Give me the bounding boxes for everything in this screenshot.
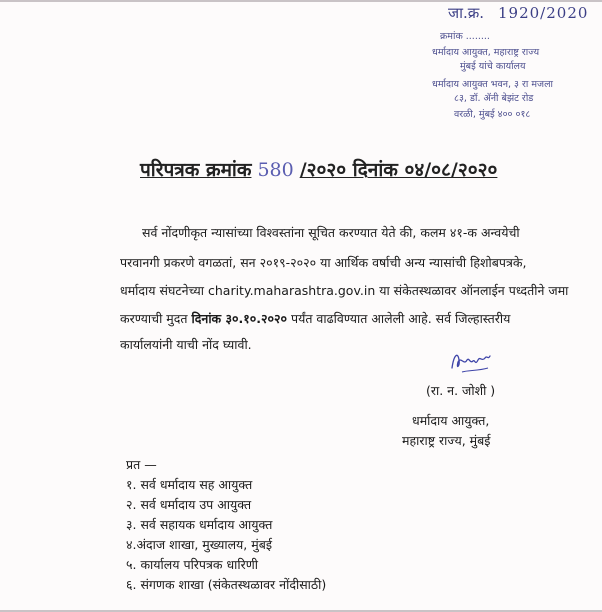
signatory-designation: धर्मादाय आयुक्त, xyxy=(412,413,490,428)
body-line-4-post: पर्यंत वाढविण्यात आलेली आहे. सर्व जिल्हास्तरीय xyxy=(287,311,511,326)
copy-item: ३. सर्व सहायक धर्मादाय आयुक्त xyxy=(126,517,273,532)
circular-heading xyxy=(140,156,497,182)
body-line-4 xyxy=(120,310,580,327)
body-line-2: परवानगी प्रकरणे वगळतां, सन २०१९-२०२० या आर्थिक वर्षाची अन्य न्यासांची हिशोबपत्रके, xyxy=(120,255,527,270)
copy-item: ५. कार्यालय परिपत्रक धारिणी xyxy=(126,557,259,572)
signature-icon xyxy=(448,348,494,376)
stamp-line-4: ८३, डॉ. ॲनी बेझंट रोड xyxy=(454,93,534,104)
copy-item: ६. संगणक शाखा (संकेतस्थळावर नोंदीसाठी) xyxy=(126,577,327,592)
stamp-line-2: मुंबई यांचे कार्यालय xyxy=(460,61,526,72)
copy-item: २. सर्व धर्मादाय उप आयुक्त xyxy=(126,497,252,512)
signatory-office: महाराष्ट्र राज्य, मुंबई xyxy=(402,433,491,448)
stamp-dots: क्रमांक ........ xyxy=(440,31,490,42)
stamp-ref-prefix: जा.क्र. xyxy=(448,4,485,22)
body-line-5: कार्यालयांनी याची नोंद घ्यावी. xyxy=(120,337,252,352)
stamp-line-3: धर्मादाय आयुक्त भवन, ३ रा मजला xyxy=(432,79,553,90)
deadline-date: दिनांक ३०.१०.२०२० xyxy=(191,311,287,326)
copy-item: १. सर्व धर्मादाय सह आयुक्त xyxy=(126,477,253,492)
signatory-name: (रा. न. जोशी ) xyxy=(426,383,496,398)
body-line-4-pre: करण्याची मुदत xyxy=(120,311,192,326)
heading-date: /२०२० दिनांक ०४/०८/२०२० xyxy=(299,159,498,181)
body-line-3: धर्मादाय संघटनेच्या charity.maharashtra.gov.in या संकेतस्थळावर ऑनलाईन पध्दतीने जमा xyxy=(120,283,569,298)
copy-to-label: प्रत — xyxy=(126,457,157,472)
stamp-ref-number: 1920/2020 xyxy=(498,4,589,22)
heading-prefix: परिपत्रक क्रमांक xyxy=(140,159,252,181)
body-line-1: सर्व नोंदणीकृत न्यासांच्या विश्वस्तांना सूचित करण्यात येते की, कलम ४१-क अन्वयेची xyxy=(142,225,520,240)
stamp-line-5: वरळी, मुंबई ४०० ०१८ xyxy=(454,109,531,120)
circular-number: 580 xyxy=(257,159,294,181)
stamp-line-1: धर्मादाय आयुक्त, महाराष्ट्र राज्य xyxy=(432,47,540,58)
copy-item: ४.अंदाज शाखा, मुख्यालय, मुंबई xyxy=(126,537,272,552)
top-border xyxy=(0,0,602,2)
